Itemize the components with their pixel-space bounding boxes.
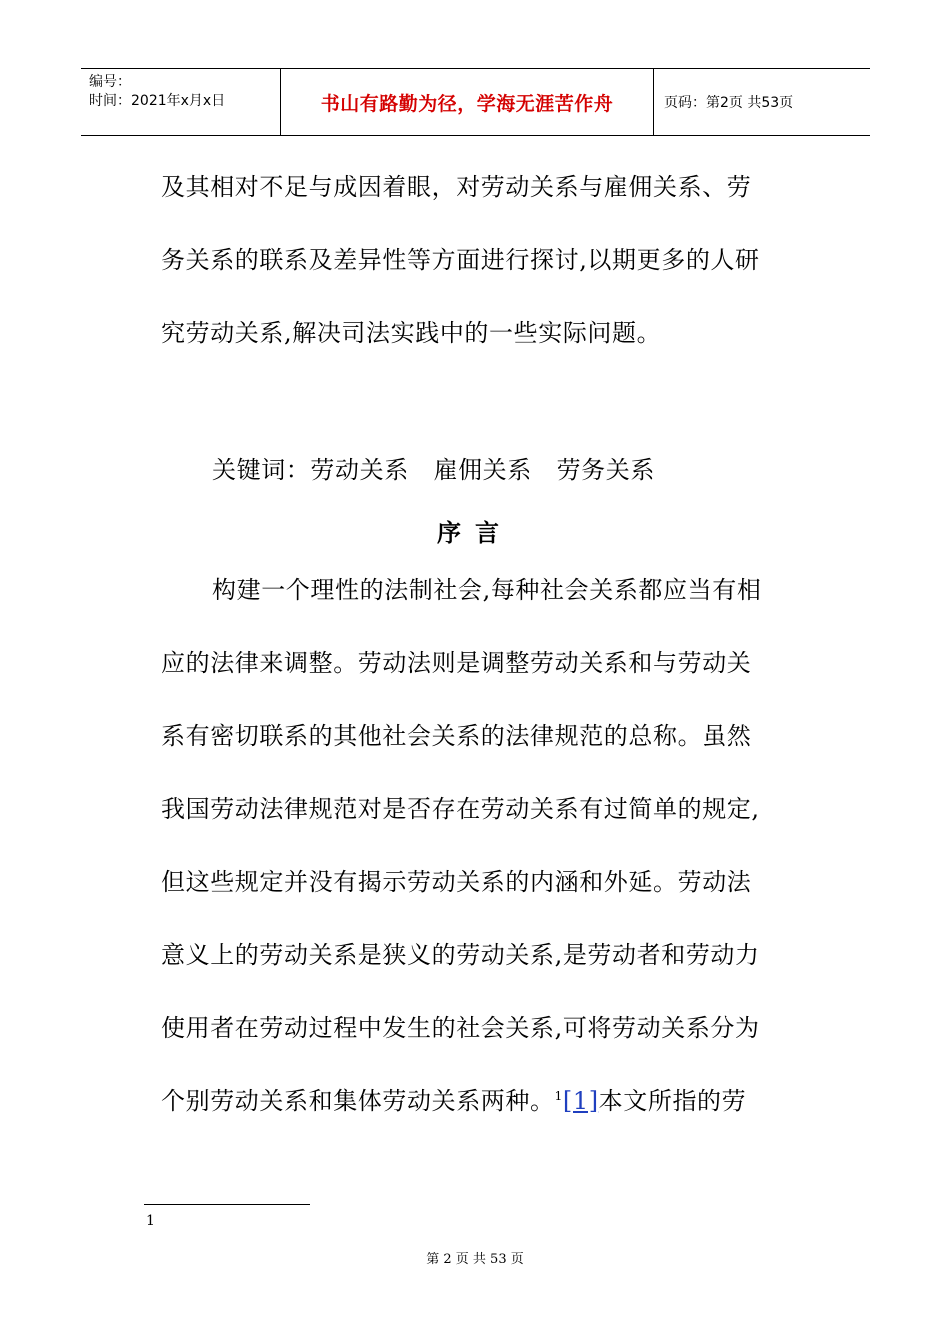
header-motto-cell — [281, 69, 654, 135]
footnote-separator — [144, 1204, 310, 1205]
header-meta — [81, 69, 281, 135]
footnote-mark: 1 — [554, 1089, 563, 1103]
paragraph-line: 使用者在劳动过程中发生的社会关系,可将劳动关系分为 — [161, 1014, 760, 1042]
paragraph-line: 构建一个理性的法制社会,每种社会关系都应当有相 — [212, 576, 762, 604]
abstract-line: 及其相对不足与成因着眼，对劳动关系与雇佣关系、劳 — [161, 173, 752, 201]
header-motto: 书山有路勤为径，学海无涯苦作舟 — [320, 92, 614, 115]
paragraph-line: 但这些规定并没有揭示劳动关系的内涵和外延。劳动法 — [161, 868, 752, 896]
paragraph-text: 本文所指的劳 — [598, 1087, 747, 1115]
number-label: 编号： — [89, 74, 131, 90]
paragraph-line: 我国劳动法律规范对是否存在劳动关系有过简单的规定, — [161, 795, 760, 823]
header-page-info: 页码：第2页 共53页 — [664, 95, 794, 111]
page-footer: 第 2 页 共 53 页 — [426, 1252, 524, 1267]
time-label: 时间：2021年x月x日 — [89, 93, 226, 109]
paragraph-line: 系有密切联系的其他社会关系的法律规范的总称。虽然 — [161, 722, 752, 750]
section-title: 序言 — [437, 518, 513, 547]
abstract-line: 务关系的联系及差异性等方面进行探讨,以期更多的人研 — [161, 246, 760, 274]
reference-link[interactable]: [1] — [562, 1087, 599, 1115]
keywords-line: 关键词：劳动关系 雇佣关系 劳务关系 — [212, 456, 655, 484]
header-page-info-cell — [654, 69, 870, 135]
footnote-number: 1 — [146, 1213, 155, 1229]
paragraph-text: 个别劳动关系和集体劳动关系两种。 — [161, 1087, 555, 1115]
paragraph-last-line — [161, 1089, 801, 1113]
paragraph-line: 应的法律来调整。劳动法则是调整劳动关系和与劳动关 — [161, 649, 752, 677]
paragraph-line: 意义上的劳动关系是狭义的劳动关系,是劳动者和劳动力 — [161, 941, 760, 969]
page-header — [81, 68, 870, 136]
abstract-line: 究劳动关系,解决司法实践中的一些实际问题。 — [161, 319, 662, 347]
